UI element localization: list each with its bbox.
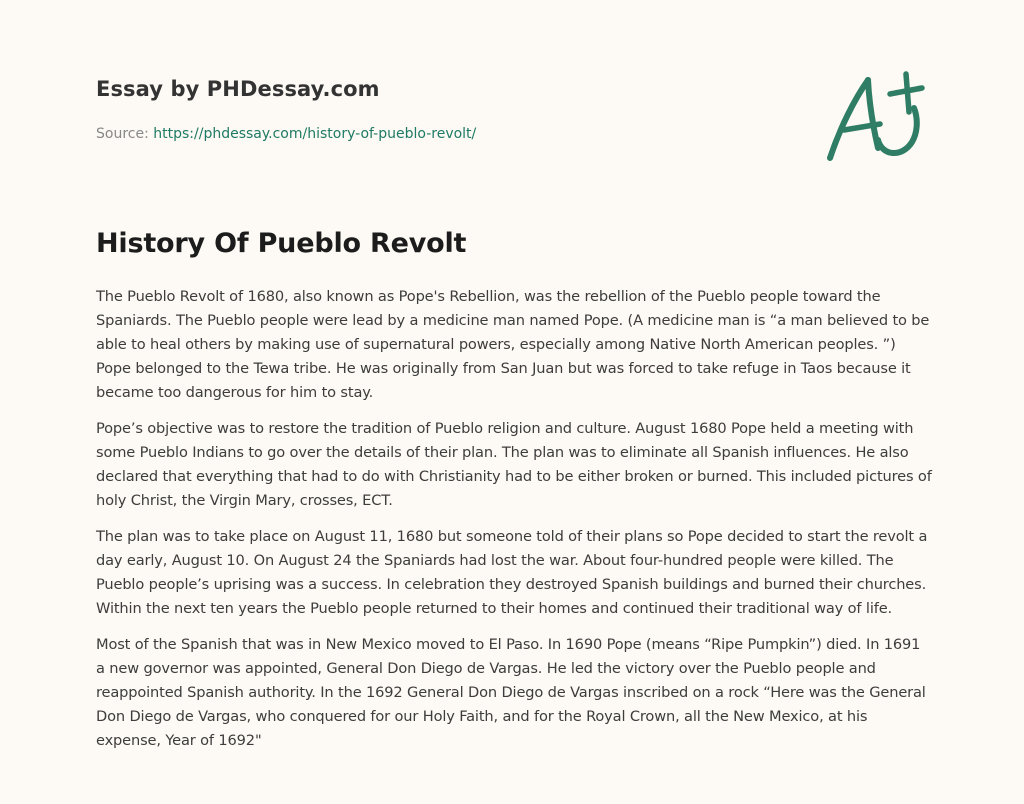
essay-paragraph: The Pueblo Revolt of 1680, also known as Pope's Rebellion, was the rebellion of the Pueblo people toward the Spaniards. The Pueblo people were lead by a medicine man named Pope. (A medicine man is “a man believed to be able to heal others by making use of supernatural powers, especially among Native North American peoples. ”) Pope belonged to the Tewa tribe. He was originally from San Juan but was forced to take refuge in Taos because it became too dangerous for him to stay.: [96, 288, 930, 401]
page-header: [96, 74, 936, 144]
essay-body: [96, 285, 932, 765]
essay-paragraph: Most of the Spanish that was in New Mexico moved to El Paso. In 1690 Pope (means “Ripe Pumpkin”) died. In 1691 a new governor was appointed, General Don Diego de Vargas. He led the victory over the Pueblo people and reappointed Spanish authority. In the 1692 General Don Diego de Vargas inscribed on a rock “Here was the General Don Diego de Vargas, who conquered for our Holy Faith, and for the Royal Crown, all the New Mexico, at his expense, Year of 1692": [96, 636, 926, 749]
essay-title: History Of Pueblo Revolt: [96, 228, 467, 259]
source-line: [96, 124, 936, 144]
a-plus-grade-icon: [822, 66, 932, 166]
site-title: Essay by PHDessay.com: [96, 77, 380, 101]
source-label: Source:: [96, 126, 154, 142]
source-link[interactable]: https://phdessay.com/history-of-pueblo-revolt/: [153, 126, 477, 142]
essay-paragraph: Pope’s objective was to restore the tradition of Pueblo religion and culture. August 1680 Pope held a meeting with some Pueblo Indians to go over the details of their plan. The plan was to eliminate all Spanish influences. He also declared that everything that had to do with Christianity had to be either broken or burned. This included pictures of holy Christ, the Virgin Mary, crosses, ECT.: [96, 420, 932, 509]
essay-paragraph: The plan was to take place on August 11, 1680 but someone told of their plans so Pope decided to start the revolt a day early, August 10. On August 24 the Spaniards had lost the war. About four-hundred people were killed. The Pueblo people’s uprising was a success. In celebration they destroyed Spanish buildings and burned their churches. Within the next ten years the Pueblo people returned to their homes and continued their traditional way of life.: [96, 528, 928, 617]
